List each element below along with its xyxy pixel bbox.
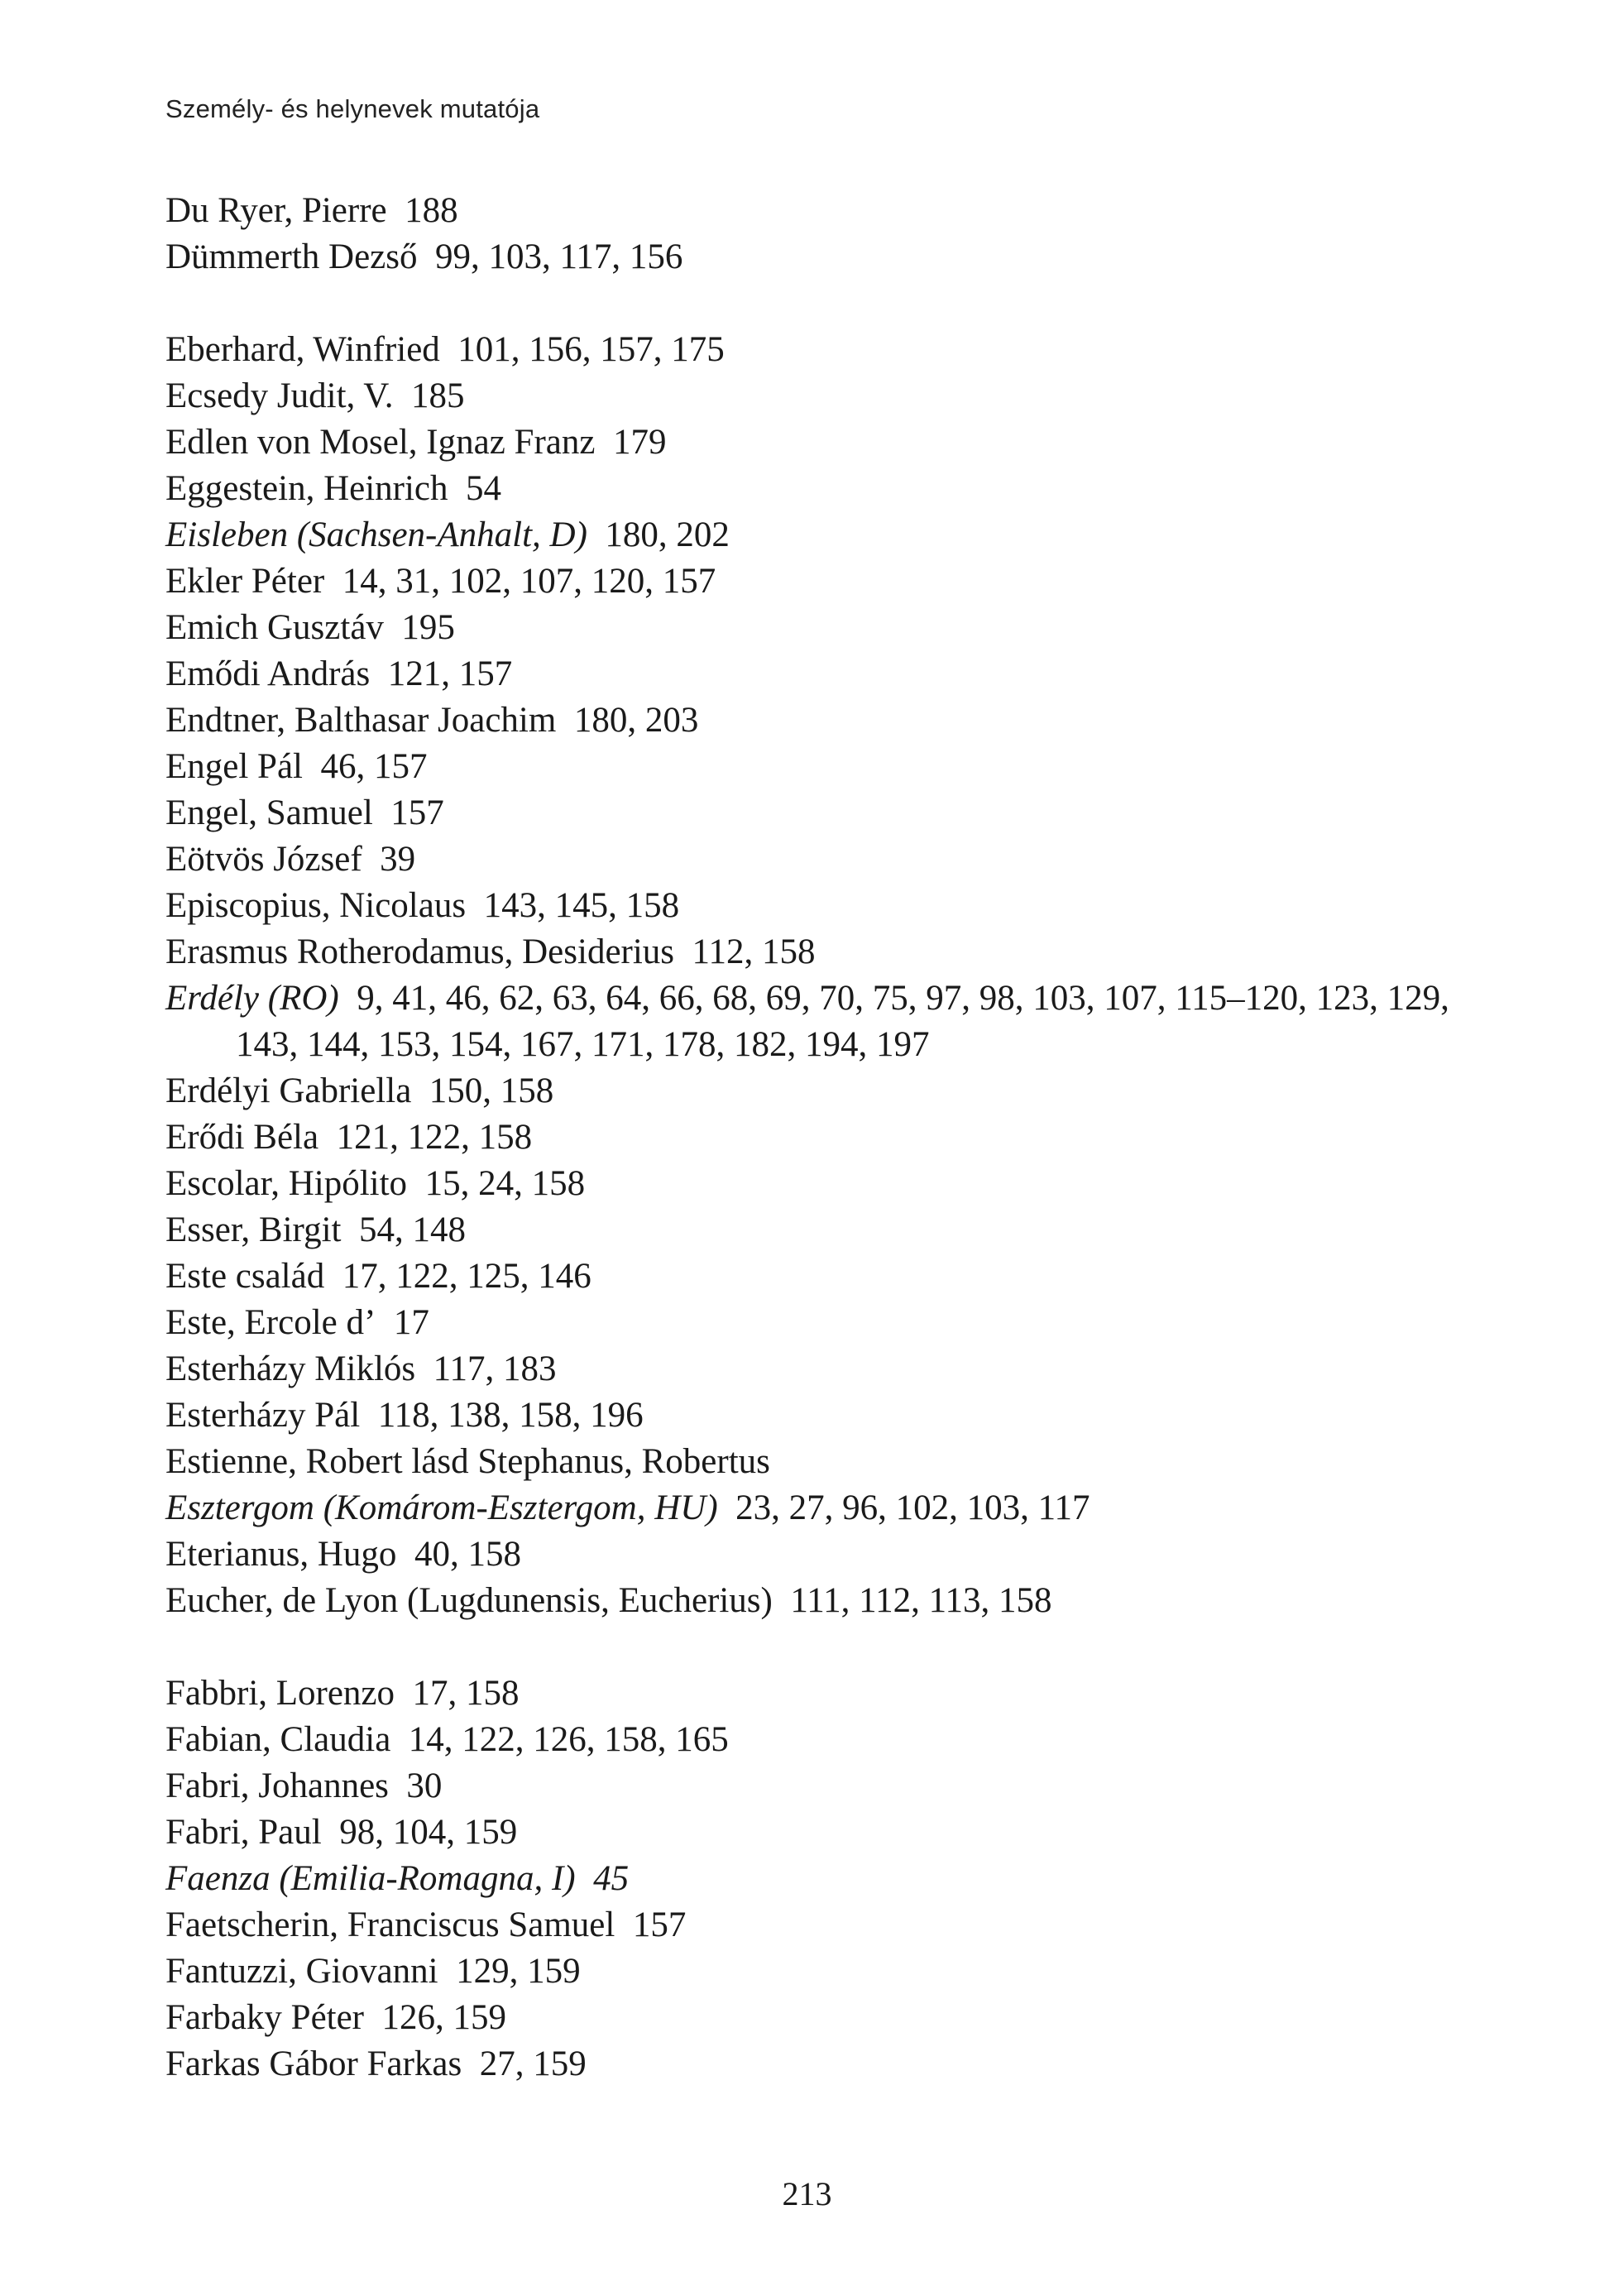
- entry-pages: 46, 157: [320, 747, 428, 786]
- index-entry: [165, 1346, 1473, 1392]
- entry-name: Fantuzzi, Giovanni: [165, 1952, 438, 1991]
- entry-name: Erődi Béla: [165, 1118, 319, 1157]
- entry-pages: 54: [466, 469, 502, 508]
- entry-name: Ekler Péter: [165, 562, 325, 601]
- entry-pages: 15, 24, 158: [424, 1164, 586, 1203]
- index-entry: [165, 2041, 1473, 2087]
- index-entry: [165, 373, 1473, 419]
- index-entry: [165, 327, 1473, 373]
- index-entry: [165, 744, 1473, 790]
- index-entry: [165, 1763, 1473, 1809]
- entry-pages: 180, 202: [605, 515, 730, 554]
- entry-pages: 157: [632, 1905, 687, 1944]
- index-entry: [165, 1995, 1473, 2041]
- index-entry: [165, 558, 1473, 605]
- entry-pages: 99, 103, 117, 156: [435, 237, 683, 276]
- entry-name: Ecsedy Judit, V.: [165, 376, 394, 415]
- entry-name: Eggestein, Heinrich: [165, 469, 448, 508]
- entry-name: Fabri, Paul: [165, 1813, 322, 1852]
- entry-pages: 118, 138, 158, 196: [377, 1396, 644, 1435]
- entry-pages: 111, 112, 113, 158: [790, 1581, 1052, 1620]
- entry-name: Faetscherin, Franciscus Samuel: [165, 1905, 615, 1944]
- entry-pages: 121, 157: [387, 654, 513, 693]
- entry-name: Estienne, Robert lásd Stephanus, Robertus: [165, 1442, 770, 1481]
- entry-pages: 9, 41, 46, 62, 63, 64, 66, 68, 69, 70, 75, 97, 98, 103, 107, 115–120, 123, 129, 143, 144, 153, 154, 167, 171, 178, 182, 194, 197: [236, 979, 1449, 1064]
- index-entry: [165, 1392, 1473, 1439]
- index-entry: [165, 1207, 1473, 1253]
- entry-name: Fabri, Johannes: [165, 1766, 389, 1805]
- index-entry-place: [165, 975, 1473, 1068]
- entry-pages: 39: [380, 840, 416, 879]
- entry-name: Eberhard, Winfried: [165, 330, 440, 369]
- entry-name: Faenza (Emilia-Romagna, I): [165, 1859, 576, 1898]
- index-entry: [165, 1114, 1473, 1161]
- entry-pages: 129, 159: [456, 1952, 581, 1991]
- entry-name: Esterházy Miklós: [165, 1349, 416, 1388]
- index-entry: [165, 605, 1473, 651]
- index-entry: [165, 1161, 1473, 1207]
- entry-pages: 121, 122, 158: [336, 1118, 533, 1157]
- index-entry: [165, 1670, 1473, 1717]
- index-entry: [165, 883, 1473, 929]
- index-entry: [165, 929, 1473, 975]
- entry-pages: 27, 159: [479, 2044, 587, 2083]
- index-entry: [165, 188, 1473, 234]
- entry-pages: 157: [390, 793, 444, 832]
- entry-name: Du Ryer, Pierre: [165, 191, 387, 230]
- entry-name: Eterianus, Hugo: [165, 1535, 397, 1574]
- index-entry: [165, 790, 1473, 836]
- entry-pages: 112, 158: [692, 932, 816, 971]
- entry-name: Farbaky Péter: [165, 1998, 365, 2037]
- entry-pages: 185: [411, 376, 465, 415]
- index-entry: [165, 1068, 1473, 1114]
- index-entry-place: [165, 512, 1473, 558]
- index-entry: [165, 1578, 1473, 1624]
- entry-name: Esztergom (Komárom-Esztergom, HU): [165, 1488, 718, 1527]
- entry-pages: 17, 158: [412, 1674, 520, 1713]
- index-entry: [165, 1948, 1473, 1995]
- entry-name: Erasmus Rotherodamus, Desiderius: [165, 932, 675, 971]
- index-entry: [165, 1253, 1473, 1300]
- entry-name: Edlen von Mosel, Ignaz Franz: [165, 423, 596, 462]
- entry-pages: 45: [593, 1859, 630, 1898]
- entry-pages: 150, 158: [429, 1071, 554, 1110]
- index-entry: [165, 1531, 1473, 1578]
- index-entry: [165, 466, 1473, 512]
- running-head: Személy- és helynevek mutatója: [165, 94, 540, 123]
- entry-name: Fabian, Claudia: [165, 1720, 391, 1759]
- index-entry: [165, 697, 1473, 744]
- index-entry: [165, 836, 1473, 883]
- entry-pages: 143, 145, 158: [483, 886, 680, 925]
- index-entry-place: [165, 1856, 1473, 1902]
- index-entry: [165, 1717, 1473, 1763]
- entry-pages: 54, 148: [358, 1210, 466, 1249]
- index-entry: [165, 1902, 1473, 1948]
- index-entry: [165, 419, 1473, 466]
- entry-pages: 14, 122, 126, 158, 165: [408, 1720, 729, 1759]
- entry-pages: 98, 104, 159: [339, 1813, 518, 1852]
- entry-name: Eötvös József: [165, 840, 362, 879]
- index-entry-crossref: [165, 1439, 1473, 1485]
- entry-pages: 195: [401, 608, 455, 647]
- entry-name: Emich Gusztáv: [165, 608, 384, 647]
- index-entry: [165, 1300, 1473, 1346]
- index-entry: [165, 234, 1473, 280]
- entry-name: Emődi András: [165, 654, 371, 693]
- entry-pages: 188: [405, 191, 458, 230]
- entry-name: Eisleben (Sachsen-Anhalt, D): [165, 515, 587, 554]
- page-number: 213: [782, 2175, 832, 2212]
- entry-name: Engel, Samuel: [165, 793, 373, 832]
- entry-name: Dümmerth Dezső: [165, 237, 418, 276]
- entry-name: Eucher, de Lyon (Lugdunensis, Eucherius): [165, 1581, 773, 1620]
- entry-name: Erdélyi Gabriella: [165, 1071, 412, 1110]
- entry-name: Erdély (RO): [165, 979, 339, 1018]
- entry-pages: 23, 27, 96, 102, 103, 117: [735, 1488, 1090, 1527]
- index-list: [165, 188, 1473, 2087]
- entry-pages: 17: [393, 1303, 429, 1342]
- entry-name: Farkas Gábor Farkas: [165, 2044, 462, 2083]
- entry-name: Esser, Birgit: [165, 1210, 342, 1249]
- entry-pages: 126, 159: [381, 1998, 507, 2037]
- entry-name: Este, Ercole d’: [165, 1303, 376, 1342]
- index-entry-place: [165, 1485, 1473, 1531]
- index-entry: [165, 651, 1473, 697]
- index-entry: [165, 1809, 1473, 1856]
- entry-name: Endtner, Balthasar Joachim: [165, 701, 557, 740]
- entry-name: Engel Pál: [165, 747, 303, 786]
- letter-group-gap: [165, 280, 1473, 327]
- entry-pages: 17, 122, 125, 146: [342, 1257, 591, 1296]
- entry-name: Este család: [165, 1257, 325, 1296]
- entry-name: Episcopius, Nicolaus: [165, 886, 467, 925]
- entry-pages: 179: [612, 423, 667, 462]
- entry-pages: 180, 203: [573, 701, 699, 740]
- entry-pages: 117, 183: [433, 1349, 557, 1388]
- entry-name: Fabbri, Lorenzo: [165, 1674, 395, 1713]
- entry-pages: 101, 156, 157, 175: [457, 330, 725, 369]
- letter-group-gap: [165, 1624, 1473, 1670]
- entry-name: Escolar, Hipólito: [165, 1164, 408, 1203]
- entry-name: Esterházy Pál: [165, 1396, 361, 1435]
- entry-pages: 40, 158: [414, 1535, 521, 1574]
- entry-pages: 14, 31, 102, 107, 120, 157: [342, 562, 716, 601]
- entry-pages: 30: [406, 1766, 443, 1805]
